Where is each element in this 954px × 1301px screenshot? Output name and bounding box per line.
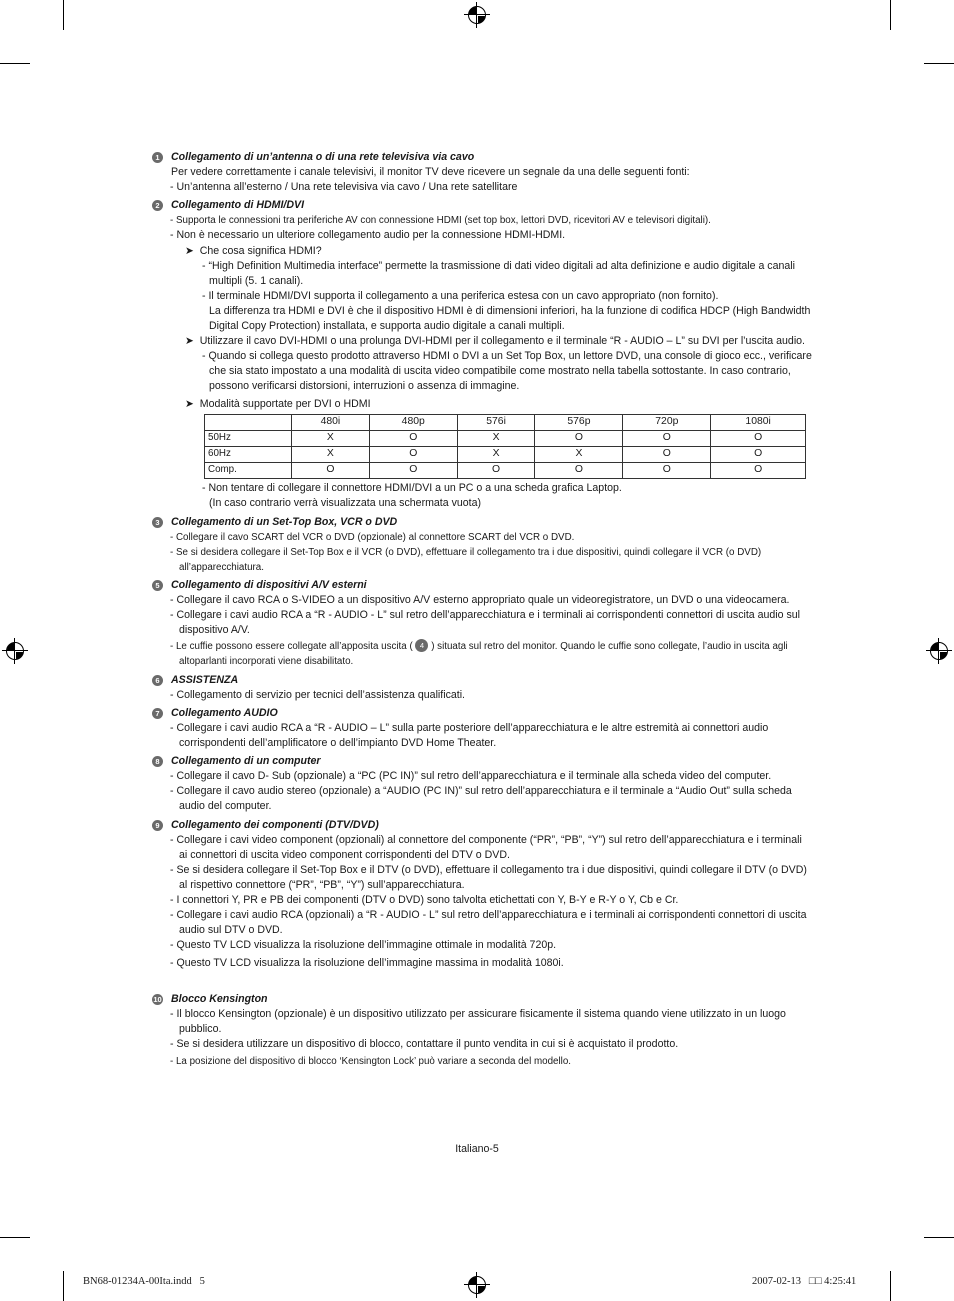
number-badge-icon: 9: [152, 820, 163, 831]
note: ➤ Utilizzare il cavo DVI-HDMI o una prolunga DVI-HDMI per il collegamento e il terminale “R - AUDIO – L” su DVI per l’uscita audio.: [185, 335, 806, 348]
section-heading: 6 ASSISTENZA: [152, 673, 812, 688]
section-heading: 9 Collegamento dei componenti (DTV/DVD): [152, 818, 812, 833]
print-slug-datetime: 2007-02-13 □□ 4:25:41: [752, 1276, 857, 1287]
table-cell: O: [623, 462, 711, 478]
bullet-item: - Se si desidera utilizzare un dispositivo di blocco, contattare il punto vendita in cui si è acquistato il prodotto.: [170, 1037, 679, 1050]
table-cell: O: [369, 446, 457, 462]
section-heading: 8 Collegamento di un computer: [152, 754, 812, 769]
crop-mark: [0, 1237, 30, 1238]
bullet-item: - Questo TV LCD visualizza la risoluzione dell’immagine ottimale in modalità 720p.: [170, 939, 557, 952]
registration-mark-icon: [468, 6, 486, 24]
bullet-item: - Collegare il cavo D- Sub (opzionale) a “PC (PC IN)” sul retro dell’apparecchiatura e il terminale alla scheda video del computer.: [170, 770, 772, 783]
table-cell: 60Hz: [205, 446, 292, 462]
bullet-item: - Collegare il cavo audio stereo (opzionale) a “AUDIO (PC IN)” sul retro dell’apparecchiatura e il terminale a “Audio Out” sulla scheda audio del computer.: [170, 785, 792, 813]
note-item: - “High Definition Multimedia interface” permette la trasmissione di dati video digitali ad alta definizione e audio digitale a canali multipli (5. 1 canali).: [202, 259, 795, 287]
arrow-icon: ➤: [185, 244, 200, 257]
table-cell: X: [457, 446, 535, 462]
bullet-item: - Supporta le connessioni tra periferiche AV con connessione HDMI (set top box, lettori DVD, ricevitori AV e televisori digitali).: [170, 215, 711, 227]
table-cell: X: [292, 430, 370, 446]
table-cell: 1080i: [711, 414, 806, 430]
note-item: - Non tentare di collegare il connettore HDMI/DVI a un PC o a una scheda grafica Laptop.: [202, 481, 622, 494]
bullet-item: - Collegare i cavi audio RCA a “R - AUDIO - L” sul retro dell’apparecchiatura e i terminali ai corrispondenti connettori di uscita audio sul dispositivo A/V.: [170, 609, 801, 637]
arrow-icon: ➤: [185, 397, 200, 410]
section-kensington: [152, 992, 812, 1069]
table-cell: O: [369, 430, 457, 446]
bullet-item: - Non è necessario un ulteriore collegamento audio per la connessione HDMI-HDMI.: [170, 229, 566, 242]
manual-content: [152, 150, 812, 1072]
bullet-item: - Collegare i cavi audio RCA (opzionali) a “R - AUDIO - L” sul retro dell’apparecchiatura e i terminali ai corrispondenti connettori di uscita audio sul DTV o DVD.: [170, 909, 807, 937]
crop-mark: [63, 1271, 64, 1301]
bullet-item: - La posizione del dispositivo di blocco ‘Kensington Lock’ può variare a seconda del modello.: [170, 1055, 572, 1067]
table-row: [205, 430, 806, 446]
table-cell: O: [535, 430, 623, 446]
table-cell: 576p: [535, 414, 623, 430]
bullet-item: - Collegamento di servizio per tecnici dell’assistenza qualificati.: [170, 688, 465, 701]
table-cell: X: [292, 446, 370, 462]
bullet-item: - Collegare il cavo SCART del VCR o DVD (opzionale) al connettore SCART del VCR o DVD.: [170, 531, 575, 543]
table-cell: O: [535, 462, 623, 478]
table-cell: 720p: [623, 414, 711, 430]
arrow-icon: ➤: [185, 335, 200, 348]
page-number: Italiano-5: [455, 1143, 499, 1155]
bullet-item: - Le cuffie possono essere collegate all’apposita uscita ( 4 ) situata sul retro del monitor. Quando le cuffie sono collegate, l’audio in uscita agli altoparlanti incorporati viene disabilitato.: [170, 640, 788, 667]
table-cell: O: [369, 462, 457, 478]
bullet-item: - Questo TV LCD visualizza la risoluzione dell’immagine massima in modalità 1080i.: [170, 957, 564, 970]
section-heading: 7 Collegamento AUDIO: [152, 706, 812, 721]
section-heading: 2 Collegamento di HDMI/DVI: [152, 198, 812, 213]
crop-mark: [890, 0, 891, 30]
crop-mark: [0, 63, 30, 64]
number-badge-icon: 2: [152, 200, 163, 211]
table-cell: O: [623, 430, 711, 446]
note-item: La differenza tra HDMI e DVI è che il dispositivo HDMI è di dimensioni inferiori, ha la funzione di codifica HDCP (High Bandwidth Digital Copy Protection) installata, e supporta audio digitale a canali multipli.: [209, 304, 811, 333]
crop-mark: [924, 63, 954, 64]
section-computer: [152, 754, 812, 814]
section-heading: 1 Collegamento di un’antenna o di una rete televisiva via cavo: [152, 150, 812, 165]
section-components: [152, 818, 812, 972]
number-badge-icon: 6: [152, 675, 163, 686]
number-badge-icon: 3: [152, 517, 163, 528]
bullet-item: - Collegare il cavo RCA o S-VIDEO a un dispositivo A/V esterno appropriato quale un videoregistratore, un DVD o una videocamera.: [170, 594, 790, 607]
section-set-top-box: [152, 515, 812, 575]
table-cell: O: [711, 462, 806, 478]
registration-mark-icon: [6, 642, 24, 660]
number-badge-icon: 7: [152, 708, 163, 719]
bullet-item: - Il blocco Kensington (opzionale) è un dispositivo utilizzato per assicurare fisicamente il sistema quando viene utilizzato in un luogo pubblico.: [170, 1007, 786, 1035]
table-cell: 576i: [457, 414, 535, 430]
table-cell: 50Hz: [205, 430, 292, 446]
registration-mark-icon: [468, 1276, 486, 1294]
table-cell: O: [292, 462, 370, 478]
bullet-item: - Collegare i cavi video component (opzionali) al connettore del componente (“PR”, “PB”, “Y”) sul retro dell’apparecchiatura e i terminali ai connettori di uscita video component corrispondenti del DTV o DVD.: [170, 833, 802, 861]
note-item: - Quando si collega questo prodotto attraverso HDMI o DVI a un Set Top Box, un lettore DVD, una console di gioco ecc., verificare che sia stato impostato a una modalità di uscita video compatibile come mostrato nella tabella sottostante. In caso contrario, possono verificarsi distorsioni, interruzioni o assenza di immagine.: [202, 350, 812, 393]
bullet-item: - I connettori Y, PR e PB dei componenti (DTV o DVD) sono talvolta etichettati con Y, B-Y e R-Y o Y, Cb e Cr.: [170, 894, 679, 907]
registration-mark-icon: [930, 642, 948, 660]
table-cell: X: [535, 446, 623, 462]
table-cell: 480i: [292, 414, 370, 430]
section-av-devices: [152, 578, 812, 669]
number-badge-icon: 4: [415, 639, 428, 652]
number-badge-icon: 10: [153, 994, 162, 1004]
section-antenna: [152, 150, 812, 195]
section-service: [152, 673, 812, 703]
table-cell: O: [623, 446, 711, 462]
table-row: [205, 462, 806, 478]
note: ➤ Modalità supportate per DVI o HDMI: [185, 397, 371, 410]
section-heading: 5 Collegamento di dispositivi A/V esterni: [152, 578, 812, 593]
number-badge-icon: 5: [152, 580, 163, 591]
crop-mark: [924, 1237, 954, 1238]
table-cell: O: [711, 446, 806, 462]
table-cell: 480p: [369, 414, 457, 430]
print-slug-filename: BN68-01234A-00Ita.indd 5: [83, 1276, 205, 1287]
note-item: (In caso contrario verrà visualizzata una schermata vuota): [209, 496, 482, 509]
crop-mark: [890, 1271, 891, 1301]
bullet-item: - Collegare i cavi audio RCA a “R - AUDIO – L” sulla parte posteriore dell’apparecchiatura e le altre estremità ai connettori audio corrispondenti dell’amplificatore o dell’impianto DVD Home Theater.: [170, 722, 769, 750]
table-cell: O: [457, 462, 535, 478]
crop-mark: [63, 0, 64, 30]
bullet-item: - Se si desidera collegare il Set-Top Box e il VCR (o DVD), effettuare il collegamento tra i due dispositivi, quindi collegare il VCR (o DVD) all’apparecchiatura.: [170, 546, 762, 574]
table-cell: Comp.: [205, 462, 292, 478]
table-header-row: [205, 414, 806, 430]
section-heading: 3 Collegamento di un Set-Top Box, VCR o DVD: [152, 515, 812, 530]
section-audio: [152, 706, 812, 751]
table-row: [205, 446, 806, 462]
note-item: - Il terminale HDMI/DVI supporta il collegamento a una periferica estesa con un cavo appropriato (non fornito).: [202, 289, 719, 302]
paragraph: Per vedere correttamente i canale televisivi, il monitor TV deve ricevere un segnale da una delle seguenti fonti:: [171, 166, 690, 179]
section-heading: 10 Blocco Kensington: [153, 992, 268, 1005]
table-cell: [205, 414, 292, 430]
number-badge-icon: 1: [152, 152, 163, 163]
table-cell: O: [711, 430, 806, 446]
section-hdmi-dvi: [152, 198, 812, 511]
bullet-item: - Se si desidera collegare il Set-Top Box e il DTV (o DVD), effettuare il collegamento tra i due dispositivi, quindi collegare il DTV (o DVD) al rispettivo connettore (“PR”, “PB”, “Y”) sull’apparecchiatura.: [170, 863, 807, 891]
note: ➤ Che cosa significa HDMI?: [185, 244, 322, 257]
number-badge-icon: 8: [152, 756, 163, 767]
bullet-item: - Un’antenna all’esterno / Una rete televisiva via cavo / Una rete satellitare: [170, 181, 518, 194]
table-cell: X: [457, 430, 535, 446]
supported-modes-table: [204, 414, 806, 479]
